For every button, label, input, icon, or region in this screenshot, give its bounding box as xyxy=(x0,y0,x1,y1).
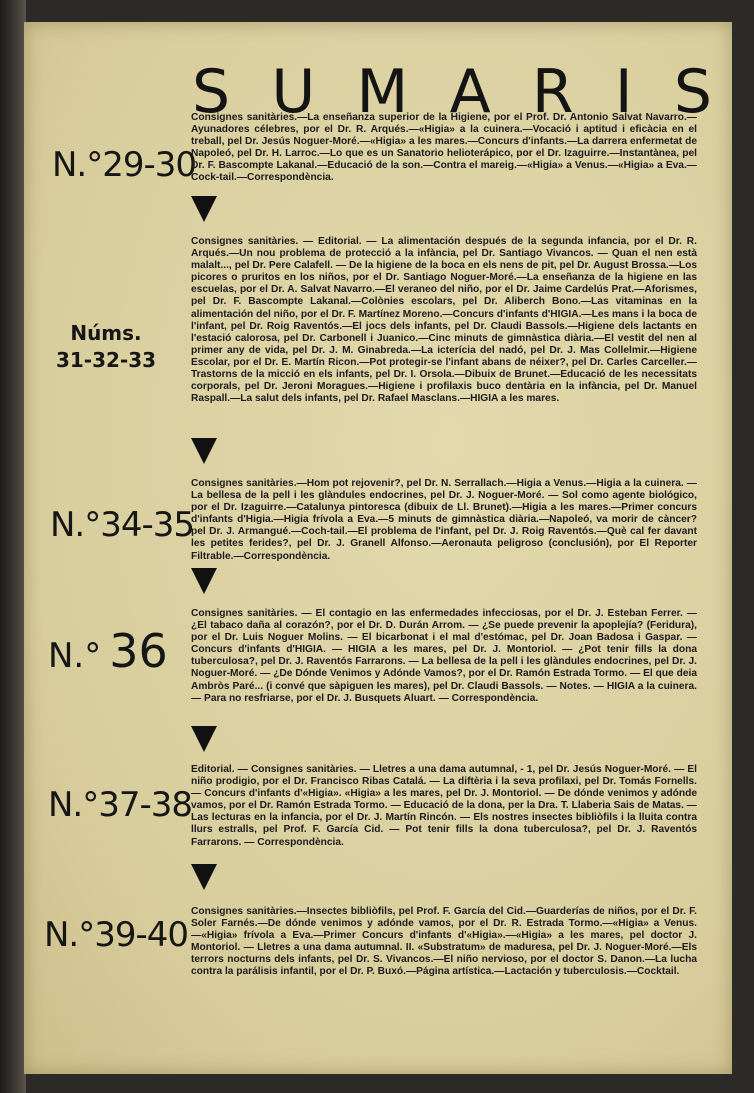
title-letter: U xyxy=(271,57,316,127)
issue-number-39-40: N.°39-40 xyxy=(44,915,189,955)
issue-number-36 xyxy=(48,624,168,678)
down-arrow-icon xyxy=(191,196,217,222)
issue-number-37-38: N.°37-38 xyxy=(48,785,193,825)
title-letter: A xyxy=(449,57,491,127)
title-letter: I xyxy=(614,57,633,127)
section-summary-34-35: Consignes sanitàries.—Hom pot rejovenir?, pel Dr. N. Serrallach.—Higia a Venus.—Higia a la cuinera. — La bellesa de la pell i les glàndules endocrines, pel Dr. J. Noguer-Moré. — Sol como agente biológico, por el Dr. Izaguirre.—Catalunya pintoresca (dibuix de Ll. Brunet).—Higia a les mares.—Primer concurs d'infants d'Higia.—Higia frívola a Eva.—5 minuts de gimnàstica diària.—Napoleó, va morir de càncer? pel Dr. J. Armangué.—Coch-tail.—El problema de l'infant, pel Dr. J. Roig Raventós.—Què cal fer davant les petites ferides?, pel Dr. J. Granell Alfonso.—Aeronauta peligroso (conclusión), por El Reporter Filtrable.—Correspondència. xyxy=(191,478,697,562)
down-arrow-icon xyxy=(191,568,217,594)
issue-number-29-30: N.°29-30 xyxy=(52,145,197,185)
title-letter: S xyxy=(192,57,231,127)
section-summary-36: Consignes sanitàries. — El contagio en las enfermedades infecciosas, por el Dr. J. Esteban Ferrer. — ¿El tabaco daña al corazón?, por el Dr. D. Durán Arrom. — ¿Se puede prevenir la apoplejía? (Feridura), por el Dr. Luis Noguer Molins. — El bicarbonat i el mal d'estómac, pel Dr. Joan Badosa i Gaspar. — Concurs d'infants d'HIGIA. — HIGIA a les mares, pel Dr. J. Montoriol. — ¿Pot tenir fills la dona tuberculosa?, pel Dr. J. Raventós Farrarons. — La bellesa de la pell i les glàndules endocrines, pel Dr. J. Noguer-Moré. — ¿De Dónde Venimos y Adónde Vamos?, por el Dr. Ramón Estrada Tormo. — El que deia Ambròs Paré... (i convé que sàpiguen les mares), pel Dr. Claudi Bassols. — Notes. — HIGIA a la cuinera. — Para no resfriarse, por el Dr. J. Busquets Aluart. — Correspondència. xyxy=(191,608,697,704)
issue-label: Núms. xyxy=(70,321,142,345)
down-arrow-icon xyxy=(191,726,217,752)
title-letter: S xyxy=(673,57,712,127)
title-letter: M xyxy=(356,57,409,127)
issue-prefix: N.° xyxy=(48,636,102,676)
issue-num: 36 xyxy=(109,624,168,678)
page xyxy=(24,22,732,1074)
section-summary-37-38: Editorial. — Consignes sanitàries. — Lletres a una dama autumnal, - 1, pel Dr. Jesús Noguer-Moré. — El niño prodigio, por el Dr. Francisco Ribas Catalá. — La diftèria i la seva profilaxi, pel Dr. Tomás Fornells. — Concurs d'infants d'«Higia». «Higia» a les mares, pel Dr. J. Montoriol. — De dónde venimos y adónde vamos, por el Dr. Ramón Estrada Tormo. — Educació de la dona, per la Dra. T. Llaberia Sais de Matas. — Las lecturas en la infancia, por el Dr. J. Martín Rincón. — Els nostres insectes bibliòfils i la lluita contra llurs estralls, pel Prof. F. García Cid. — Pot tenir fills la dona tuberculosa?, pel Dr. J. Raventós Farrarons. — Correspondència. xyxy=(191,764,697,848)
down-arrow-icon xyxy=(191,864,217,890)
section-summary-31-33: Consignes sanitàries. — Editorial. — La alimentación después de la segunda infancia, por el Dr. R. Arqués.—Un nou problema de protecció a la infància, pel Dr. Santiago Vivancos. — Quan el nen està malalt..., pel Dr. Pere Calafell. — De la higiene de la boca en els nens de pit, pel Dr. August Brossa.—Los picores o pruritos en los niños, por el Dr. Santiago Noguer-Moré.—La enseñanza de la higiene en las escuelas, por el Dr. A. Salvat Navarro.—El veraneo del niño, por el Dr. Jaime Cardelús Prat.—Aforismes, pel Dr. F. Bascompte Lakanal.—Colònies escolars, pel Dr. Aliberch Bono.—Las vitaminas en la alimentación del niño, por el Dr. F. Martínez Moreno.—Concurs d'infants d'HIGIA.—Les mans i la boca de l'infant, pel Dr. Roig Raventós.—El jocs dels infants, pel Dr. Claudi Bassols.—Higiene dels lactants en l'estació calorosa, pel Dr. Carbonell i Juanico.—Cinc minuts de gimnàstica diària.—El vestit del nen al primer any de vida, pel Dr. J. M. Ginabreda.—La icterícia del nadó, pel Dr. J. Mas Collelmir.—Higiene Escolar, por el Dr. E. Martín Ricon.—Pot protegir-se l'infant abans de néixer?, pel Dr. Carles Carceller.—Trastorns de la micció en els infants, pel Dr. I. Orsola.—Dibuix de Brunet.—Educació de les necessitats corporals, pel Dr. Jeroni Moragues.—Higiene i profilaxis buco dentària en la infància, pel Dr. Manuel Raspall.—La salut dels infants, pel Dr. Rafael Masclans.—HIGIA a les mares. xyxy=(191,236,697,405)
issue-range: 31-32-33 xyxy=(55,348,157,372)
section-summary-29-30: Consignes sanitàries.—La enseñanza superior de la Higiene, por el Prof. Dr. Antonio Salvat Navarro.—Ayunadores célebres, por el Dr. R. Arqués.—«Higia» a la cuinera.—Vocació i aptitud i eficàcia en el treball, pel Dr. Jesús Noguer-Moré.—«Higia» a les mares.—Concurs d'infants.—La darrera enfermetat de Napoleó, pel Dr. H. Larroc.—Lo que es un Sanatorio helioterápico, por el Dr. Izaguirre.—Instantànea, pel Dr. F. Bascompte Lakanal.—Educació de la son.—Contra el mareig.—«Higia» a Venus.—«Higia» a Eva.—Cock-tail.—Correspondència. xyxy=(191,112,697,184)
title-letter: R xyxy=(531,57,574,127)
issue-number-34-35: N.°34-35 xyxy=(50,505,195,545)
section-summary-39-40: Consignes sanitàries.—Insectes bibliòfils, pel Prof. F. García del Cid.—Guarderías de niños, por el Dr. F. Soler Farnés.—De dónde venimos y adónde vamos, por el Dr. R. Estrada Tormo.—«Higia» a Venus.—«Higia» frívola a Eva.—Primer Concurs d'infants d'«Higia».—«Higia» a les mares, pel doctor J. Montoriol. — Lletres a una dama autumnal. II. «Substratum» de maduresa, pel Dr. J. Noguer-Moré.—Els terrors nocturns dels infants, pel Dr. S. Vivancos.—El niño nervioso, por el doctor S. Danon.—La lucha contra la parálisis infantil, por el Dr. P. Buxó.—Página artística.—Lactación y tuberculosis.—Cocktail. xyxy=(191,906,697,978)
issue-number-31-33 xyxy=(46,320,166,374)
book-binding xyxy=(0,0,26,1093)
down-arrow-icon xyxy=(191,438,217,464)
